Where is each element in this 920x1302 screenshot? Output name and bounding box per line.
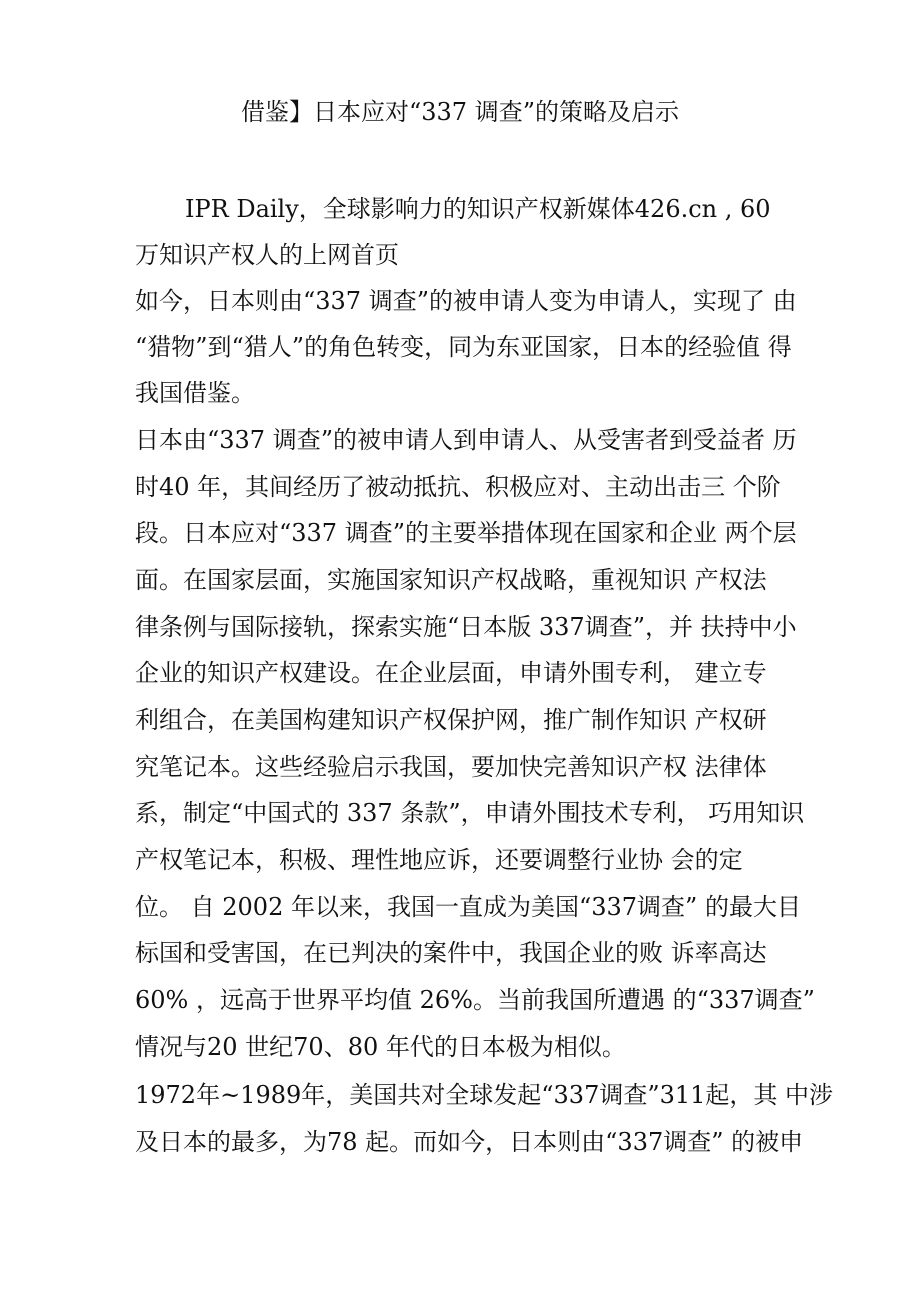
text-line: 万知识产权人的上网首页 <box>135 241 399 269</box>
text-line: 面。在国家层面，实施国家知识产权战略，重视知识 产权法 <box>135 566 767 594</box>
text-line: 企业的知识产权建设。在企业层面，申请外围专利， 建立专 <box>135 659 767 687</box>
text-line: 产权笔记本，积极、理性地应诉，还要调整行业协 会的定 <box>135 846 743 874</box>
text-line: 究笔记本。这些经验启示我国，要加快完善知识产权 法律体 <box>135 753 767 781</box>
text-line: 标国和受害国，在已判决的案件中，我国企业的败 诉率高达 <box>135 939 767 967</box>
text-line: 情况与20 世纪70、80 年代的日本极为相似。 <box>135 1033 626 1061</box>
text-line: 位。 自 2002 年以来，我国一直成为美国“337调查” 的最大目 <box>135 893 801 921</box>
text-line: 系，制定“中国式的 337 条款”，申请外围技术专利， 巧用知识 <box>135 799 805 827</box>
text-line: 利组合，在美国构建知识产权保护网，推广制作知识 产权研 <box>135 706 767 734</box>
article-title: 借鉴】日本应对“337 调查”的策略及启示 <box>241 98 679 126</box>
text-line: 我国借鉴。 <box>135 379 255 407</box>
text-line: 1972年~1989年，美国共对全球发起“337调查”311起，其 中涉 <box>135 1081 834 1109</box>
text-line: 律条例与国际接轨，探索实施“日本版 337调查”，并 扶持中小 <box>135 613 797 641</box>
text-line: 及日本的最多，为78 起。而如今，日本则由“337调查” 的被申 <box>135 1128 804 1156</box>
text-line: 日本由“337 调查”的被申请人到申请人、从受害者到受益者 历 <box>135 426 797 454</box>
text-line: 时40 年，其间经历了被动抵抗、积极应对、主动出击三 个阶 <box>135 473 781 501</box>
text-line: 60% ，远高于世界平均值 26%。当前我国所遭遇 的“337调查” <box>135 986 815 1014</box>
text-line: 如今，日本则由“337 调查”的被申请人变为申请人，实现了 由 <box>135 287 797 315</box>
text-line: IPR Daily，全球影响力的知识产权新媒体426.cn , 60 <box>185 195 771 223</box>
text-line: 段。日本应对“337 调查”的主要举措体现在国家和企业 两个层 <box>135 519 797 547</box>
text-line: “猎物”到“猎人”的角色转变，同为东亚国家，日本的经验值 得 <box>135 333 792 361</box>
